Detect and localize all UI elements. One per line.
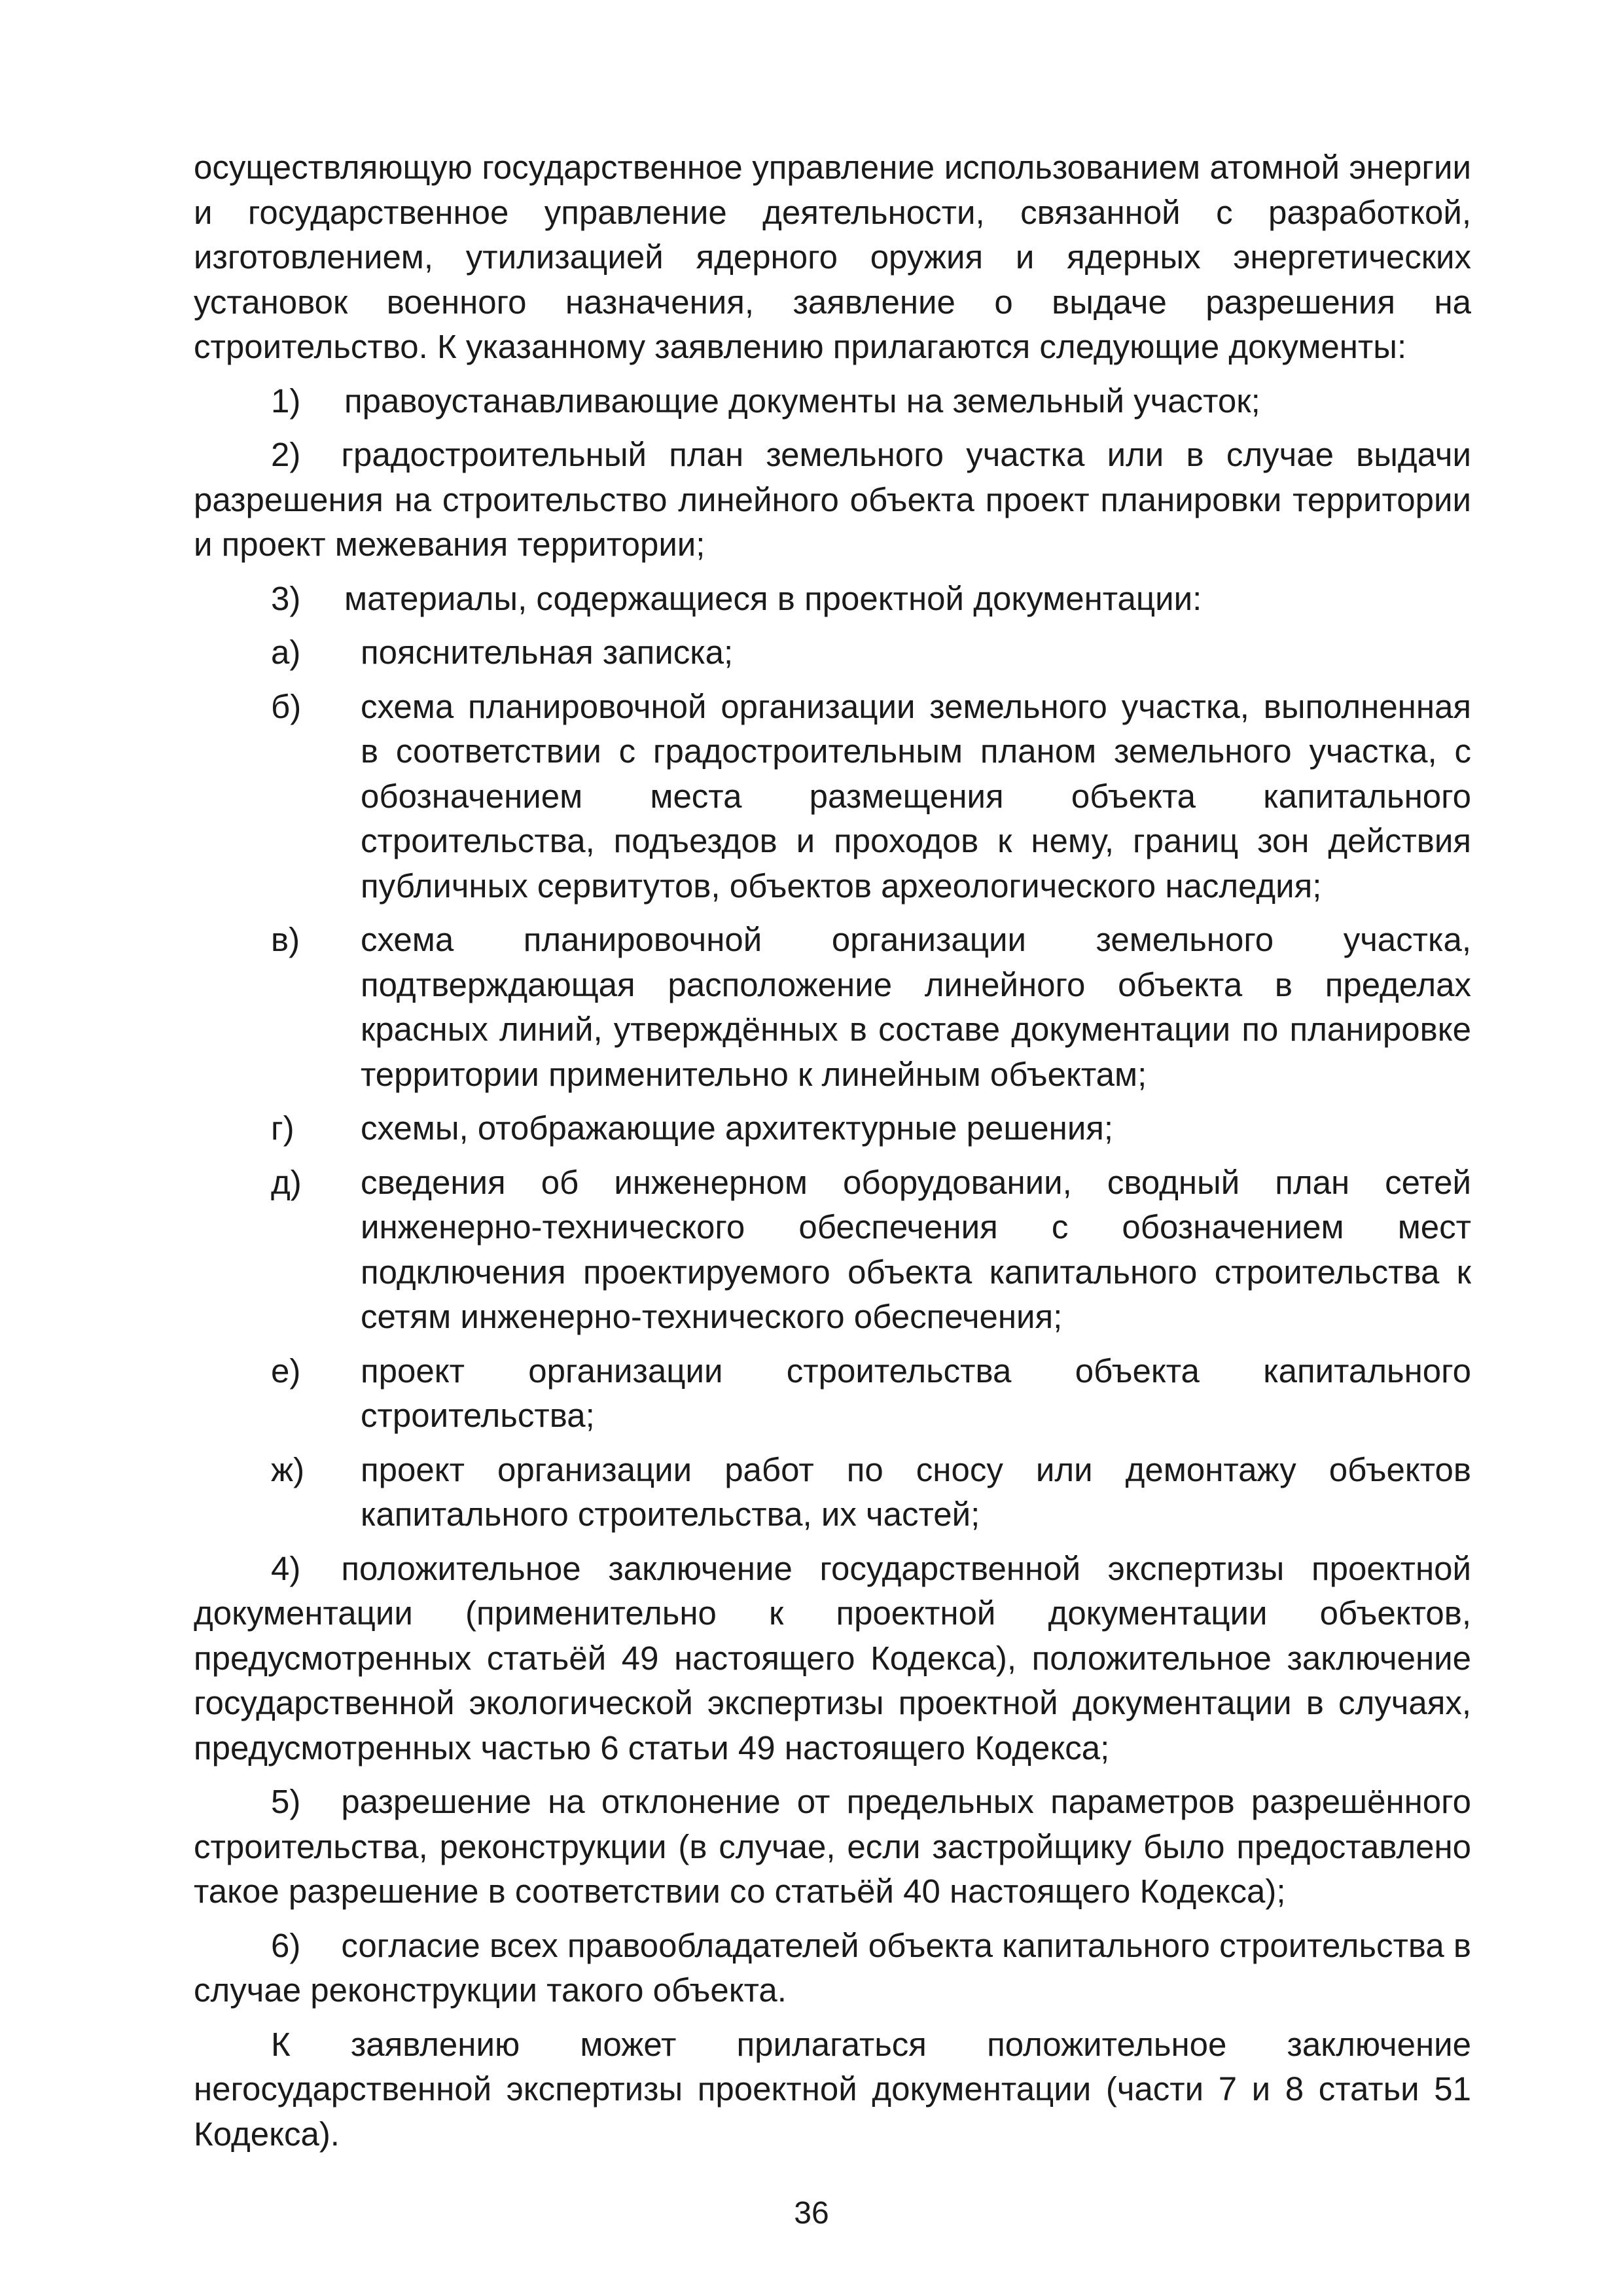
list-item-number: 1): [271, 382, 301, 420]
list-item-number: 6): [271, 1926, 301, 1964]
sub-list-item: [194, 1448, 1471, 1537]
sub-list-item-letter: д): [271, 1163, 302, 1201]
sub-list-item-text: проект организации работ по сносу или демонтажу объектов капитального строительства, их частей;: [361, 1450, 1471, 1533]
list-item-number: 5): [271, 1783, 301, 1820]
list-item-text: правоустанавливающие документы на земельный участок;: [344, 382, 1260, 420]
sub-list-item: [194, 685, 1471, 909]
list-item-number: 4): [271, 1549, 301, 1587]
sub-list-item-text: пояснительная записка;: [361, 634, 734, 671]
closing-paragraph: К заявлению может прилагаться положительное заключение негосударственной экспертизы проектной документации (части 7 и 8 статьи 51 Кодекса).: [194, 2025, 1471, 2153]
sub-list-item: [194, 1349, 1471, 1439]
list-item: [194, 379, 1471, 424]
sub-list-item-letter: ж): [271, 1450, 305, 1488]
list-item: [194, 577, 1471, 622]
list-item: [194, 1780, 1471, 1914]
sub-list-item-text: схема планировочной организации земельного участка, подтверждающая расположение линейного объекта в пределах красных линий, утверждённых в составе документации по планировке территории применительно к линейным объектам;: [361, 921, 1471, 1093]
sub-list-item-text: проект организации строительства объекта капитального строительства;: [361, 1352, 1471, 1434]
list-item-number: 3): [271, 579, 301, 617]
sub-list-item-text: схема планировочной организации земельного участка, выполненная в соответствии с градостроительным планом земельного участка, с обозначением места размещения объекта капитального строительства, подъездов и проходов к нему, границ зон действия публичных сервитутов, объектов археологического наследия;: [361, 687, 1471, 905]
list-item-text: материалы, содержащиеся в проектной документации:: [344, 579, 1202, 617]
sub-list-item-text: сведения об инженерном оборудовании, сводный план сетей инженерно-технического обеспечения с обозначением мест подключения проектируемого объекта капитального строительства к сетям инженерно-технического обеспечения;: [361, 1163, 1471, 1335]
sub-list-item-letter: б): [271, 687, 302, 725]
list-item-number: 2): [271, 436, 301, 473]
list-item-text: градостроительный план земельного участка или в случае выдачи разрешения на строительство линейного объекта проект планировки территории и проект межевания территории;: [194, 436, 1471, 563]
list-item-text: разрешение на отклонение от предельных параметров разрешённого строительства, реконструкции (в случае, если застройщику было предоставлено такое разрешение в соответствии со статьёй 40 настоящего Кодекса);: [194, 1783, 1471, 1910]
sub-list-item: [194, 630, 1471, 675]
sub-list-item: [194, 918, 1471, 1097]
intro-paragraph: осуществляющую государственное управление использованием атомной энергии и государственное управление деятельности, связанной с разработкой, изготовлением, утилизацией ядерного оружия и ядерных энергетических установок военного назначения, заявление о выдаче разрешения на строительство. К указанному заявлению прилагаются следующие документы:: [194, 149, 1471, 365]
list-item-text: положительное заключение государственной экспертизы проектной документации (применительно к проектной документации объектов, предусмотренных статьёй 49 настоящего Кодекса), положительное заключение государственной экологической экспертизы проектной документации в случаях, предусмотренных частью 6 статьи 49 настоящего Кодекса;: [194, 1549, 1471, 1767]
document-page: [194, 145, 1471, 2157]
page-number: 36: [794, 2196, 829, 2231]
sub-list-item-letter: в): [271, 921, 300, 958]
sub-list-item: [194, 1160, 1471, 1340]
list-item: [194, 1924, 1471, 2013]
sub-list-item: [194, 1106, 1471, 1151]
list-item-text: согласие всех правообладателей объекта капитального строительства в случае реконструкции такого объекта.: [194, 1926, 1471, 2009]
sub-list-item-letter: е): [271, 1352, 301, 1390]
sub-list-item-letter: а): [271, 634, 301, 671]
list-item: [194, 433, 1471, 567]
sub-list-item-text: схемы, отображающие архитектурные решения;: [361, 1109, 1114, 1147]
sub-list-item-letter: г): [271, 1109, 294, 1147]
list-item: [194, 1547, 1471, 1771]
